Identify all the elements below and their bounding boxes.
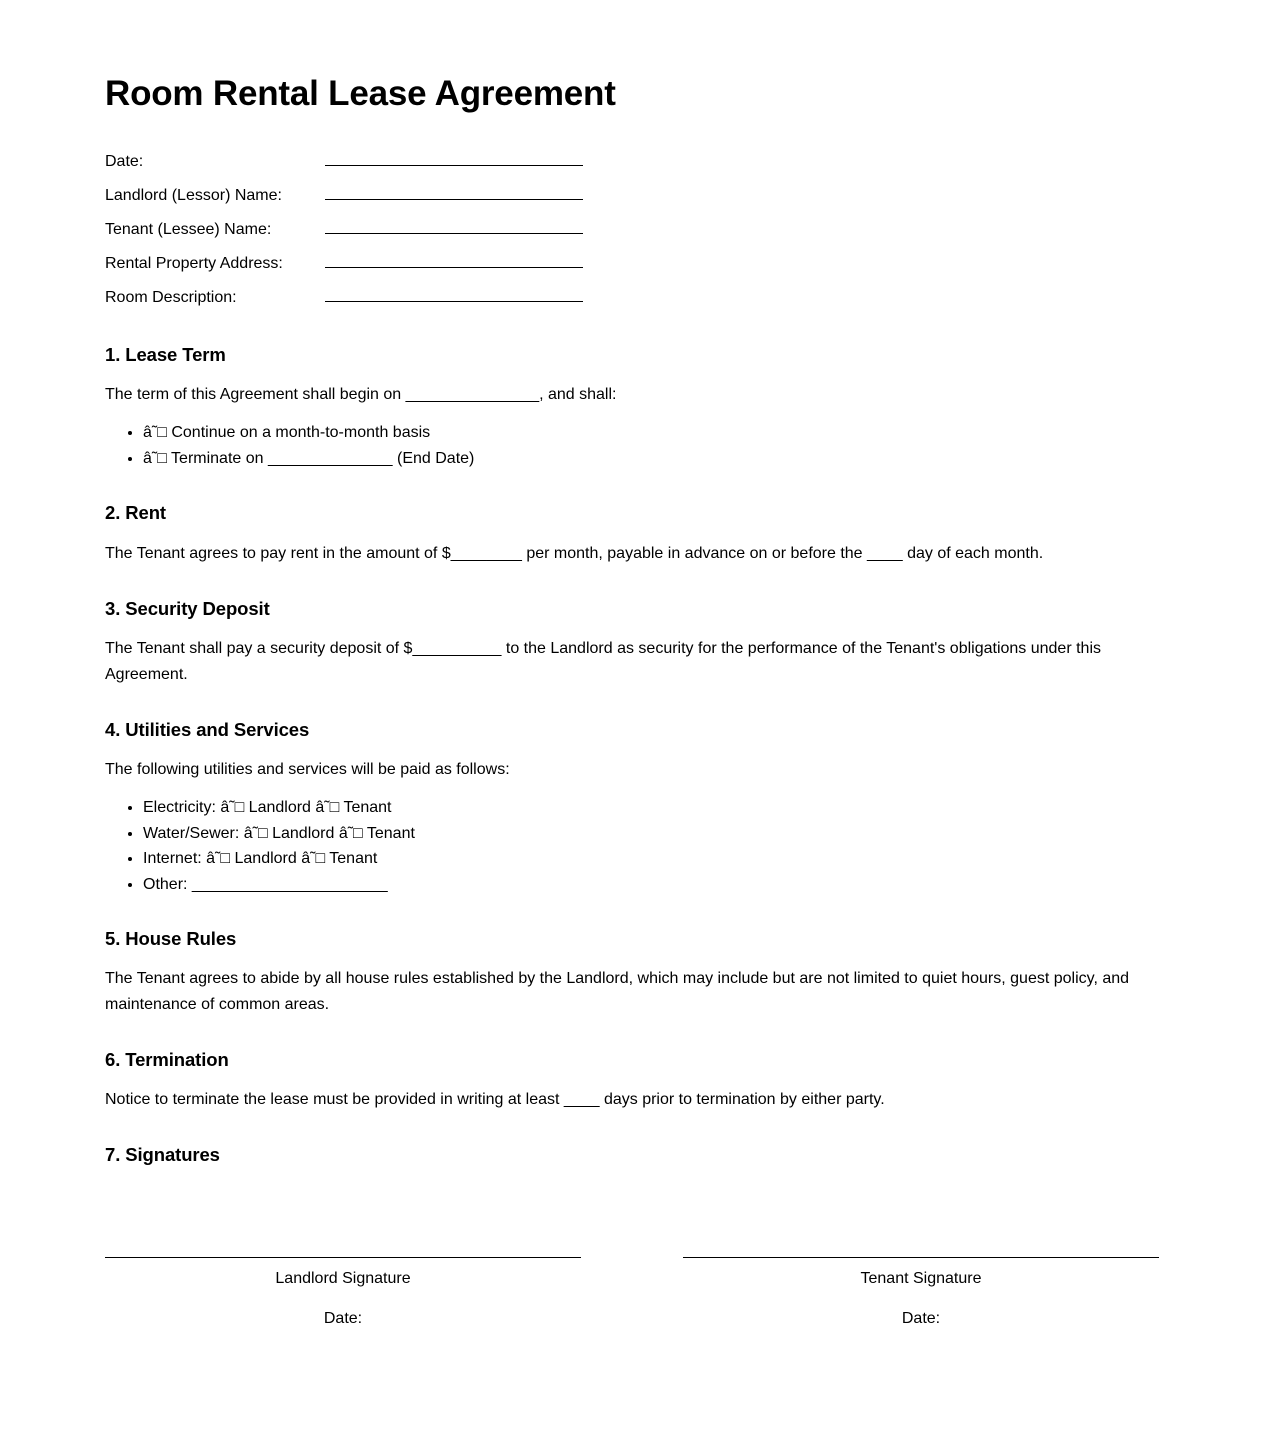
- section-heading-termination: 6. Termination: [105, 1049, 229, 1071]
- list-item: [143, 795, 1160, 821]
- signature-caption-tenant: Tenant Signature: [860, 1269, 982, 1287]
- rent-due-day-blank[interactable]: ____: [867, 544, 903, 562]
- rent-text-3: day of each month.: [902, 544, 1044, 562]
- list-item: [143, 846, 1160, 872]
- section-heading-security-deposit: 3. Security Deposit: [105, 597, 270, 619]
- security-deposit-paragraph: [105, 636, 1140, 688]
- checkbox-icon[interactable]: â˜□: [220, 799, 245, 816]
- section-heading-signatures: 7. Signatures: [105, 1144, 220, 1166]
- field-blank-landlord-name[interactable]: [325, 177, 583, 200]
- utility-label-other: Other:: [143, 875, 192, 893]
- utility-option-landlord: Landlord: [267, 824, 339, 842]
- field-row-tenant-name: [105, 211, 1160, 245]
- utility-label-electricity: Electricity:: [143, 799, 221, 816]
- document-content: [105, 0, 1160, 1332]
- checkbox-icon[interactable]: â˜□: [243, 824, 268, 842]
- signature-block-tenant: [683, 1225, 1159, 1332]
- field-blank-date[interactable]: [325, 143, 583, 166]
- section-heading-rent: 2. Rent: [105, 502, 166, 524]
- lease-term-option-terminate-label: Terminate on: [166, 449, 268, 467]
- checkbox-icon[interactable]: â˜□: [206, 850, 231, 867]
- signature-line-landlord[interactable]: [105, 1257, 581, 1258]
- field-row-date: [105, 143, 1160, 177]
- utility-option-tenant: Tenant: [325, 850, 378, 867]
- lease-term-intro-text-after: , and shall:: [539, 386, 617, 404]
- field-label-room-description: Room Description:: [105, 289, 237, 307]
- field-label-property-address: Rental Property Address:: [105, 255, 283, 273]
- signature-block-landlord: [105, 1225, 581, 1332]
- house-rules-paragraph: The Tenant agrees to abide by all house rules established by the Landlord, which may include but are not limited to quiet hours, guest policy, and maintenance of common areas.: [105, 970, 1130, 1014]
- section-rent: [105, 502, 1160, 566]
- lease-term-intro-text-before: The term of this Agreement shall begin on: [105, 386, 406, 404]
- utility-option-tenant: Tenant: [339, 799, 392, 816]
- checkbox-icon[interactable]: â˜□: [338, 824, 363, 842]
- lease-term-options: [105, 420, 1160, 471]
- field-row-landlord-name: [105, 177, 1160, 211]
- field-blank-room-description[interactable]: [325, 279, 583, 302]
- header-fields: [105, 143, 1160, 313]
- list-item: [143, 821, 1160, 847]
- section-house-rules: [105, 928, 1160, 1018]
- rent-text-1: The Tenant agrees to pay rent in the amount of $: [105, 544, 451, 562]
- section-heading-utilities: 4. Utilities and Services: [105, 718, 310, 740]
- security-deposit-text-1: The Tenant shall pay a security deposit of $: [105, 639, 413, 657]
- lease-term-end-date-blank[interactable]: ______________: [267, 449, 393, 467]
- signature-blocks: [105, 1225, 1160, 1332]
- section-security-deposit: [105, 598, 1160, 688]
- signature-line-tenant[interactable]: [683, 1257, 1159, 1258]
- checkbox-icon[interactable]: â˜□: [301, 850, 326, 867]
- section-utilities: [105, 719, 1160, 897]
- checkbox-icon[interactable]: â˜□: [315, 799, 340, 816]
- termination-text-1: Notice to terminate the lease must be provided in writing at least: [105, 1091, 564, 1109]
- section-lease-term: [105, 344, 1160, 471]
- checkbox-icon[interactable]: â˜□: [143, 449, 167, 467]
- section-signatures: [105, 1144, 1160, 1331]
- field-blank-tenant-name[interactable]: [325, 211, 583, 234]
- field-blank-property-address[interactable]: [325, 245, 583, 268]
- rent-paragraph: [105, 541, 1140, 567]
- section-heading-lease-term: 1. Lease Term: [105, 344, 226, 366]
- lease-term-start-date-blank[interactable]: _______________: [405, 386, 540, 404]
- signature-date-label-landlord: Date:: [323, 1309, 363, 1327]
- utility-option-tenant: Tenant: [362, 824, 415, 842]
- checkbox-icon[interactable]: â˜□: [143, 424, 167, 442]
- list-item: [143, 872, 1160, 898]
- section-heading-house-rules: 5. House Rules: [105, 928, 237, 949]
- page-title: Room Rental Lease Agreement: [105, 74, 616, 113]
- security-deposit-text-2: to the Landlord as security for the performance of the Tenant's obligations under this Agreement.: [105, 639, 1101, 683]
- utility-option-landlord: Landlord: [244, 799, 316, 816]
- termination-notice-days-blank[interactable]: ____: [563, 1091, 600, 1109]
- utility-label-internet: Internet:: [143, 850, 207, 867]
- rent-amount-blank[interactable]: ________: [450, 544, 522, 562]
- security-deposit-amount-blank[interactable]: __________: [412, 639, 502, 657]
- field-row-room-description: [105, 279, 1160, 313]
- signature-date-label-tenant: Date:: [901, 1309, 941, 1327]
- utility-label-water-sewer: Water/Sewer:: [143, 824, 244, 842]
- termination-paragraph: [105, 1087, 1140, 1113]
- list-item: [143, 446, 1160, 472]
- field-label-landlord-name: Landlord (Lessor) Name:: [105, 187, 282, 205]
- utilities-list: [105, 795, 1160, 897]
- utility-option-landlord: Landlord: [230, 850, 302, 867]
- lease-term-option-terminate-suffix: (End Date): [392, 449, 475, 467]
- lease-term-intro: [105, 382, 1140, 408]
- rent-text-2: per month, payable in advance on or before the: [521, 544, 868, 562]
- termination-text-2: days prior to termination by either party.: [599, 1091, 885, 1109]
- lease-term-option-month-to-month-label: Continue on a month-to-month basis: [166, 424, 431, 442]
- field-label-tenant-name: Tenant (Lessee) Name:: [105, 221, 272, 239]
- section-termination: [105, 1049, 1160, 1113]
- field-row-property-address: [105, 245, 1160, 279]
- signature-caption-landlord: Landlord Signature: [275, 1269, 411, 1287]
- list-item: [143, 420, 1160, 446]
- field-label-date: Date:: [105, 153, 144, 171]
- utility-other-blank[interactable]: ______________________: [191, 875, 388, 893]
- utilities-intro: The following utilities and services will be paid as follows:: [105, 761, 510, 778]
